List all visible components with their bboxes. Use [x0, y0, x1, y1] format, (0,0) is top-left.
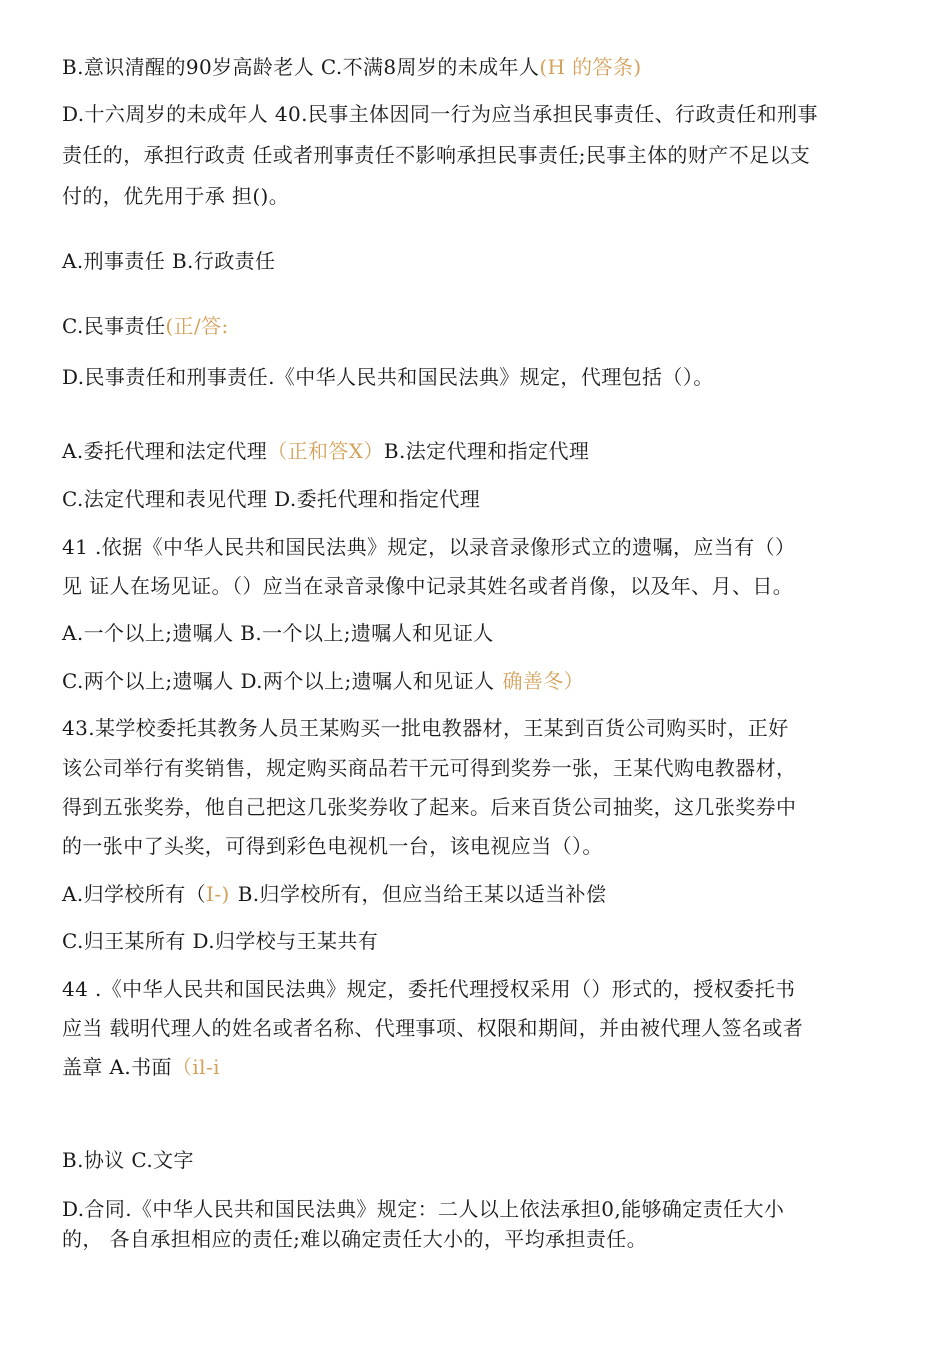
- option-line: [62, 311, 910, 341]
- option-line: [62, 436, 910, 466]
- option-line: [62, 484, 910, 514]
- option-line: [62, 618, 910, 648]
- question-line: [62, 1194, 910, 1224]
- text-line: [62, 571, 910, 601]
- line-text: 责任的，承担行政责 任或者刑事责任不影响承担民事责任;民事主体的财产不足以支: [62, 143, 811, 167]
- line-text: 应当 载明代理人的姓名或者名称、代理事项、权限和期间，并由被代理人签名或者: [62, 1016, 804, 1040]
- option-line: [62, 879, 910, 909]
- line-text: B.法定代理和指定代理: [383, 439, 590, 463]
- line-text: 43.某学校委托其教务人员王某购买一批电教器材，王某到百货公司购买时，正好: [62, 716, 789, 740]
- line-text: 见 证人在场见证。（）应当在录音录像中记录其姓名或者肖像，以及年、月、日。: [62, 574, 794, 598]
- answer-annotation: I-): [206, 882, 230, 906]
- line-text: 该公司举行有奖销售，规定购买商品若干元可得到奖券一张，王某代购电教器材，: [62, 756, 797, 780]
- line-text: D.合同.《中华人民共和国民法典》规定：二人以上依法承担0,能够确定责任大小: [62, 1197, 785, 1221]
- answer-annotation: (正/答:: [165, 314, 229, 338]
- line-text: 44 .《中华人民共和国民法典》规定，委托代理授权采用（）形式的，授权委托书: [62, 977, 796, 1001]
- answer-annotation: （il-i: [171, 1055, 220, 1079]
- line-text: 盖章 A.书面: [62, 1055, 172, 1079]
- line-text: A.刑事责任 B.行政责任: [62, 249, 276, 273]
- option-line: [62, 1145, 910, 1175]
- line-text: C.民事责任: [62, 314, 166, 338]
- text-line: [62, 792, 910, 822]
- answer-annotation: 确善冬）: [502, 669, 585, 693]
- line-text: 的， 各自承担相应的责任;难以确定责任大小的，平均承担责任。: [62, 1227, 648, 1251]
- question-line: [62, 532, 910, 562]
- question-line: [62, 974, 910, 1004]
- option-line: [62, 246, 910, 276]
- line-text: C.归王某所有 D.归学校与王某共有: [62, 929, 379, 953]
- text-line: [62, 362, 910, 392]
- text-line: [62, 831, 910, 861]
- line-text: B.意识清醒的90岁高龄老人 C.不满8周岁的未成年人: [62, 55, 540, 79]
- answer-annotation: (H 的答条): [539, 55, 642, 79]
- line-text: 得到五张奖券，他自己把这几张奖券收了起来。后来百货公司抽奖，这几张奖券中: [62, 795, 797, 819]
- line-text: 的一张中了头奖，可得到彩色电视机一台，该电视应当（）。: [62, 834, 603, 858]
- text-line: [62, 181, 910, 211]
- line-text: 41 .依据《中华人民共和国民法典》规定，以录音录像形式立的遗嘱，应当有（）: [62, 535, 796, 559]
- text-line: [62, 140, 910, 170]
- line-text: A.委托代理和法定代理: [62, 439, 268, 463]
- line-text: B.归学校所有，但应当给王某以适当补偿: [237, 882, 607, 906]
- question-line: [62, 713, 910, 743]
- line-text: C.两个以上;遗嘱人 D.两个以上;遗嘱人和见证人: [62, 669, 495, 693]
- line-text: C.法定代理和表见代理 D.委托代理和指定代理: [62, 487, 481, 511]
- line-text: D.十六周岁的未成年人 40.民事主体因同一行为应当承担民事责任、行政责任和刑事: [62, 102, 818, 126]
- answer-annotation: （正和答X）: [267, 439, 384, 463]
- text-line: [62, 1224, 910, 1254]
- option-line: [62, 666, 910, 696]
- text-line: [62, 99, 910, 129]
- line-text: B.协议 C.文字: [62, 1148, 194, 1172]
- line-text: 付的，优先用于承 担()。: [62, 184, 290, 208]
- text-line: [62, 753, 910, 783]
- line-text: D.民事责任和刑事责任.《中华人民共和国民法典》规定，代理包括（）。: [62, 365, 714, 389]
- option-line: [62, 926, 910, 956]
- text-line: [62, 1052, 910, 1082]
- line-text: A.一个以上;遗嘱人 B.一个以上;遗嘱人和见证人: [62, 621, 494, 645]
- text-line: [62, 52, 910, 82]
- line-text: A.归学校所有（: [62, 882, 207, 906]
- text-line: [62, 1013, 910, 1043]
